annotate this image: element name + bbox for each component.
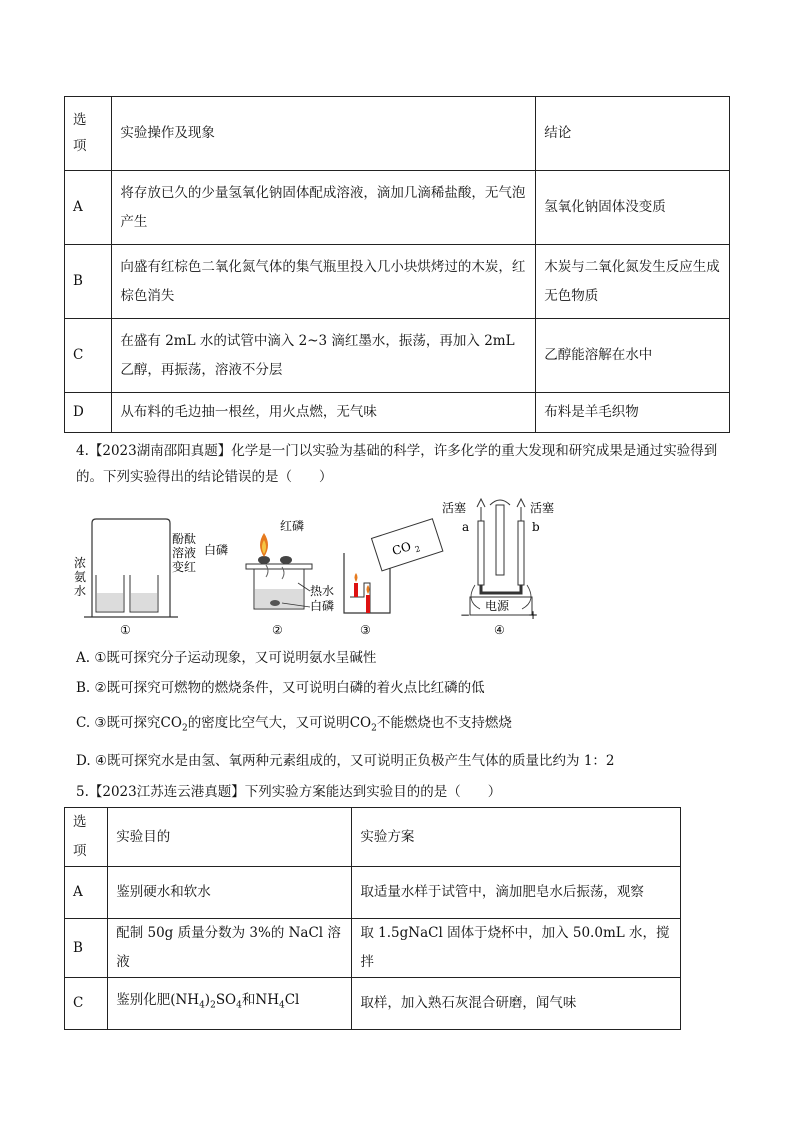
row-operation: 在盛有 2mL 水的试管中滴入 2~3 滴红墨水，振荡，再加入 2mL 乙醇，再振荡，溶液不分层: [112, 319, 536, 393]
f1-label-shui: 水: [74, 584, 87, 598]
question-4-option-b: B. ②既可探究可燃物的燃烧条件，又可说明白磷的着火点比红磷的低: [76, 680, 485, 696]
question-4-option-c: C. ③既可探究$CO_2$的密度比空气大，又可说明$CO_2$不能燃烧也不支持燃烧: [76, 715, 512, 734]
row-option: B: [65, 919, 108, 978]
row-plan: 取样，加入熟石灰混合研磨，闻气味: [352, 978, 681, 1030]
row-option: A: [65, 867, 108, 919]
table-row: [65, 867, 681, 919]
f4-label-minus: −: [460, 608, 471, 622]
row-option: B: [65, 245, 112, 319]
f4-label-b: b: [532, 520, 540, 534]
figure-number-1: ①: [120, 623, 131, 637]
table-row: [65, 978, 681, 1030]
f2-label-red-p: 红磷: [280, 519, 305, 533]
f1-label-an: 氨: [74, 570, 87, 584]
row-conclusion: 乙醇能溶解在水中: [536, 319, 730, 393]
header-plan: 实验方案: [352, 808, 681, 867]
header-option: 选项: [65, 97, 112, 171]
table-row: [65, 319, 730, 393]
f1-label-nong: 浓: [74, 556, 87, 570]
table-row: [65, 393, 730, 433]
figure-2: [204, 518, 334, 637]
table-row: [65, 245, 730, 319]
f3-label-co2-sub: 2: [413, 544, 422, 555]
question-4-option-a: A. ①既可探究分子运动现象，又可说明氨水呈碱性: [76, 650, 377, 666]
row-conclusion: 布料是羊毛织物: [536, 393, 730, 433]
row-conclusion: 氢氧化钠固体没变质: [536, 171, 730, 245]
row-goal: 配制 50g 质量分数为 3%的 NaCl 溶液: [108, 919, 352, 978]
f1-label-phenol: 酚酞: [172, 532, 197, 546]
figure-3: [344, 519, 443, 637]
experiment-table-2: [64, 807, 681, 1030]
question-5-stem: 5.【2023江苏连云港真题】下列实验方案能达到实验目的的是（ ）: [76, 784, 502, 800]
figure-number-4: ④: [494, 623, 505, 637]
f2-label-white-p2: 白磷: [310, 599, 335, 613]
row-operation: 从布料的毛边抽一根丝，用火点燃，无气味: [112, 393, 536, 433]
header-option: 选项: [65, 808, 108, 867]
table-header-row: [65, 808, 681, 867]
co2-formula: $CO_2$: [349, 715, 377, 734]
ammonium-sulfate-formula: $(NH_4)_2SO_4$: [170, 992, 242, 1011]
f4-label-a: a: [462, 520, 470, 534]
row-plan: 取 1.5gNaCl 固体于烧杯中，加入 50.0mL 水，搅拌: [352, 919, 681, 978]
question-4-option-d: D. ④既可探究水是由氢、氧两种元素组成的，又可说明正负极产生气体的质量比约为 1：2: [76, 753, 615, 769]
f2-label-white-p: 白磷: [204, 543, 229, 557]
header-goal: 实验目的: [108, 808, 352, 867]
figure-number-2: ②: [272, 623, 283, 637]
header-conclusion: 结论: [536, 97, 730, 171]
f4-label-valve-left: 活塞: [442, 501, 467, 515]
f2-label-hot-water: 热水: [310, 584, 335, 598]
f1-label-solution: 溶液: [172, 546, 197, 560]
figure-4: [442, 499, 554, 637]
f3-label-co2: CO: [390, 539, 413, 559]
row-operation: 向盛有红棕色二氧化氮气体的集气瓶里投入几小块烘烤过的木炭，红棕色消失: [112, 245, 536, 319]
f4-label-valve-right: 活塞: [530, 501, 555, 515]
experiment-table-1: [64, 96, 730, 433]
row-plan: 取适量水样于试管中，滴加肥皂水后振荡，观察: [352, 867, 681, 919]
f1-label-red: 变红: [172, 560, 197, 574]
table-header-row: [65, 97, 730, 171]
f4-label-plus: +: [528, 608, 539, 622]
row-option: C: [65, 978, 108, 1030]
row-option: C: [65, 319, 112, 393]
row-option: A: [65, 171, 112, 245]
f4-label-power: 电源: [485, 599, 510, 613]
row-operation: 将存放已久的少量氢氧化钠固体配成溶液，滴加几滴稀盐酸，无气泡产生: [112, 171, 536, 245]
table-row: [65, 919, 681, 978]
co2-formula: $CO_2$: [160, 715, 188, 734]
row-goal: 鉴别化肥$(NH_4)_2SO_4$和$NH_4Cl$: [108, 978, 352, 1030]
row-option: D: [65, 393, 112, 433]
figure-number-3: ③: [360, 623, 371, 637]
row-goal: 鉴别硬水和软水: [108, 867, 352, 919]
table-row: [65, 171, 730, 245]
header-operation: 实验操作及现象: [112, 97, 536, 171]
figure-1: [74, 519, 196, 637]
row-conclusion: 木炭与二氧化氮发生反应生成无色物质: [536, 245, 730, 319]
question-4-stem: 4.【2023湖南邵阳真题】化学是一门以实验为基础的科学，许多化学的重大发现和研究成果是通过实验得到的。下列实验得出的结论错误的是（ ）: [76, 443, 718, 485]
ammonium-chloride-formula: $NH_4Cl$: [255, 992, 300, 1011]
experiment-figures: [70, 497, 555, 639]
